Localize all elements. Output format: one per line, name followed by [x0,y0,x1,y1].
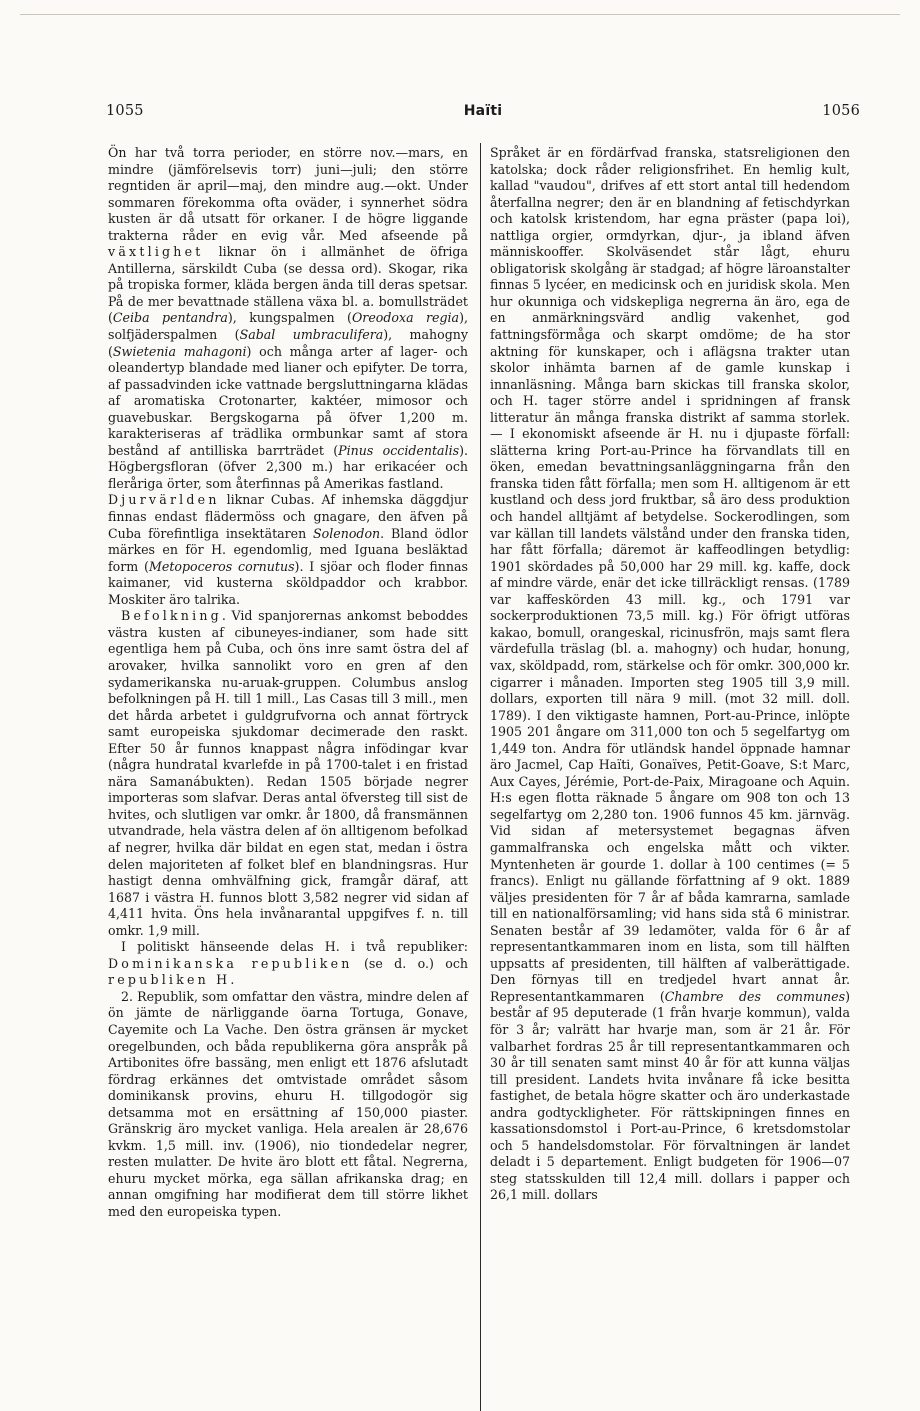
page-number-right: 1056 [822,103,860,119]
paragraph-language-economy-government: Språket är en fördärfvad franska, statsreligionen den katolska; dock råder religionsfrihet. En hemlig kult, kallad "vaudou", drifves af ett stort antal till hedendom återfallna negrer; den är en blandning af fetischdyrkan och katolsk kristendom, har egna präster (papa loi), nattliga orgier, ormdyrkan, djur-, ja ibland äfven människooffer. Skolväsendet står lågt, ehuru obligatorisk skolgång är stadgad; af högre läroanstalter finnas 5 lycéer, en medicinsk och en juridisk skola. Men hur okunniga och vidskepliga negrerna än äro, ega de en anmärkningsvärd andlig vakenhet, god fattningsförmåga och skarpt omdöme; de ha stor aktning för kunskaper, och i aflägsna trakter utan skolor inhämta barnen af de gamle kunskap i innanläsning. Många barn skickas till franska skolor, och H. tager större andel i spridningen af fransk litteratur än många franska distrikt af samma storlek. — I ekonomiskt afseende är H. nu i djupaste förfall: slätterna kring Port-au-Prince ha förvandlats till en öken, emedan bevattningsanläggningarna från den franska tiden fått förfalla; men som H. alltigenom är ett kustland och dess jord fruktbar, så äro dess produktion och handel alltjämt af betydelse. Sockerodlingen, som var källan till landets välstånd under den franska tiden, har fått förfalla; däremot är kaffeodlingen betydlig: 1901 skördades på 50,000 har 29 mill. kg. kaffe, dock af mindre värde, enär det icke tillräckligt rensas. (1789 var kaffeskörden 43 mill. kg., och 1791 var sockerproduktionen 73,5 mill. kg.) För öfrigt utföras kakao, bomull, orangeskal, ricinusfrön, majs samt flera värdefulla träslag (bl. a. mahogny) och hudar, honung, vax, sköldpadd, rom, stärkelse och för omkr. 300,000 kr. cigarrer i månaden. Importen steg 1905 till 3,9 mill. dollars, exporten till nära 9 mill. (mot 32 mill. doll. 1789). I den viktigaste hamnen, Port-au-Prince, inlöpte 1905 201 ångare om 311,000 ton och 5 segelfartyg om 1,449 ton. Andra för utländsk handel öppnade hamnar äro Jacmel, Cap Haïti, Gonaïves, Petit-Goave, S:t Marc, Aux Cayes, Jérémie, Port-de-Paix, Miragoane och Aquin. H:s egen flotta räknade 5 ångare om 908 ton och 13 segelfartyg om 2,280 ton. 1906 funnos 45 km. järnväg. Vid sidan af metersystemet begagnas äfven gammalfranska och engelska mått och vikter. Myntenheten är gourde 1. dollar à 100 centimes (= 5 francs). Enligt nu gällande författning af 9 okt. 1889 väljes presidenten för 7 år af båda kamrarna, samlade till en nationalförsamling; vid hans sida stå 6 ministrar. Senaten består af 39 ledamöter, valda för 6 år af representantkammaren inom en lista, som till hälften uppsatts af presidenten, till hälften af valberättigade. Den förnyas till en tredjedel hvart annat år. Representantkammaren (Chambre des communes) består af 95 deputerade (1 från hvarje kommun), valda för 3 år; valrätt har hvarje man, som är 21 år. För valbarhet fordras 25 år till representantkammaren och 30 år till senaten samt minst 40 år för att kunna väljas till president. Landets hvita invånare få icke besitta fastighet, de betala högre skatter och äro underkastade andra godtyckligheter. För rättskipningen finnes en kassationsdomstol i Port-au-Prince, 6 kretsdomstolar och 5 handelsdomstolar. För förvaltningen är landet deladt i 5 departement. Enligt budgeten för 1906—07 steg statsskulden till 12,4 mill. dollars i papper och 26,1 mill. dollars [490,145,850,1203]
page-header [106,103,860,125]
running-title: Haïti [463,103,503,119]
column-divider [480,143,481,1411]
right-column [490,145,850,1204]
left-column [108,145,468,1221]
paragraph-climate-flora: Ön har två torra perioder, en större nov.—mars, en mindre (jämförelsevis torr) juni—juli; den större regntiden är april—maj, den mindre aug.—okt. Under sommaren förekomma ofta oväder, i synnerhet södra kusten är då utsatt för orkaner. I de högre liggande trakterna råder en evig vår. Med afseende på växtlighet liknar ön i allmänhet de öfriga Antillerna, särskildt Cuba (se dessa ord). Skogar, rika på tropiska former, kläda bergen ända till deras spetsar. På de mer bevattnade ställena växa bl. a. bomullsträdet (Ceiba pentandra), kungspalmen (Oreodoxa regia), solfjäderspalmen (Sabal umbraculifera), mahogny (Swietenia mahagoni) och många arter af lager- och oleandertyp blandade med lianer och epifyter. De torra, af passadvinden icke vattnade bergsluttningarna klädas af aromatiska Crotonarter, kaktéer, mimosor och guavebuskar. Bergskogarna på öfver 1,200 m. karakteriseras af trädlika ormbunkar samt af stora bestånd af antilliska barrträdet (Pinus occidentalis). Högbergsfloran (öfver 2,300 m.) har erikacéer och fleråriga örter, som återfinnas på Amerikas fastland. [108,145,469,491]
paragraph-fauna: Djurvärlden liknar Cubas. Af inhemska däggdjur finnas endast flädermöss och gnagare, den äfven på Cuba förefintliga insektätaren Solenodon. Bland ödlor märkes en för H. egendomlig, med Iguana besläktad form (Metopoceros cornutus). I sjöar och floder finnas kaimaner, vid kusterna sköldpaddor och krabbor. Moskiter äro talrika. [108,492,468,607]
paragraph-politics: I politiskt hänseende delas H. i två republiker: Dominikanska republiken (se d. o.) och republiken H. [108,939,468,988]
paragraph-population: Befolkning. Vid spanjorernas ankomst beboddes västra kusten af cibuneyes-indianer, som hade sitt egentliga hem på Cuba, och öns inre samt östra del af arovaker, hvilka sannolikt voro en gren af den sydamerikanska nu-aruak-gruppen. Columbus anslog befolkningen på H. till 1 mill., Las Casas till 3 mill., men det hårda arbetet i guldgrufvorna och annat förtryck samt europeiska sjukdomar decimerade den raskt. Efter 50 år funnos knappast några infödingar kvar (några hundratal kvarlefde in på 1700-talet i en fristad nära Samanábukten). Redan 1505 började negrer importeras som slafvar. Deras antal öfversteg till sist de hvites, och slutligen var omkr. år 1800, då fransmännen utvandrade, hela västra delen af ön alltigenom befolkad af negrer, hvilka där bildat en egen stat, medan i östra delen majoriteten af folket blef en blandningsras. Hur hastigt denna omhvälfning gick, framgår däraf, att 1687 i västra H. funnos blott 3,582 negrer vid sidan af 4,411 hvita. Öns hela invånarantal uppgifves f. n. till omkr. 1,9 mill. [108,608,468,938]
paragraph-republic: 2. Republik, som omfattar den västra, mindre delen af ön jämte de närliggande öarna Tortuga, Gonave, Cayemite och La Vache. Den östra gränsen är mycket oregelbunden, och båda republikerna göra anspråk på Artibonites öfre bassäng, men enligt ett 1876 afslutadt fördrag erkännes det omtvistade området såsom dominikansk provins, ehuru H. tillgodogör sig detsamma mot en ersättning af 150,000 piaster. Gränskrig äro mycket vanliga. Hela arealen är 28,676 kvkm. 1,5 mill. inv. (1906), nio tiondedelar negrer, resten mulatter. De hvite äro blott ett fåtal. Negrerna, ehuru mycket mörka, ega sällan afrikanska drag; en annan omgifning har modifierat dem till större likhet med den europeiska typen. [108,988,468,1219]
top-rule [20,14,900,15]
page-number-left: 1055 [106,103,144,119]
